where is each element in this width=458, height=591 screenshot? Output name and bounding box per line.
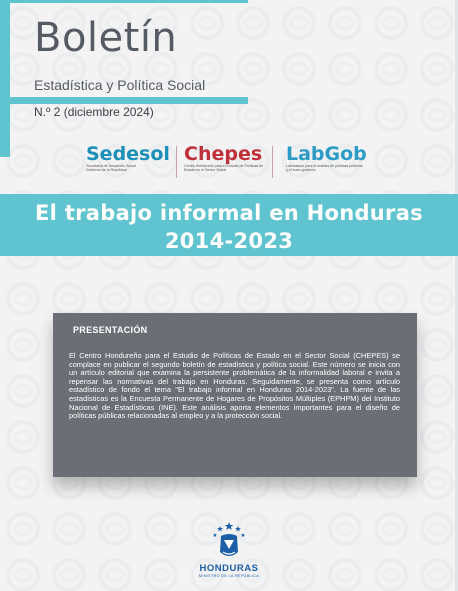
presentation-heading: PRESENTACIÓN [73,325,148,335]
sedesol-logo-name: Sedesol [86,143,170,165]
bulletin-title: Boletín [34,15,178,61]
chepes-logo [184,144,270,184]
top-accent-line [0,0,248,3]
banner-title: El trabajo informal en Honduras [35,201,423,225]
honduras-emblem-icon [212,522,246,562]
sedesol-logo-tag: Secretaría de Desarrollo Social [86,164,136,168]
logo-separator [176,146,177,178]
sedesol-logo [86,144,174,184]
labgob-logo-name: LabGob [286,143,367,165]
chepes-logo-tag-2: Estado en el Sector Social [184,168,227,172]
banner-years: 2014-2023 [164,229,294,253]
labgob-logo [286,144,372,184]
logo-separator [272,146,273,178]
chepes-logo-tag: Centro Hondureño para el Estudio de Políticas de [184,164,264,168]
labgob-logo-tag: Laboratorio para el análisis de políticas públicas [286,164,363,168]
honduras-tagline: MINISTRO DE LA REPÚBLICA [198,574,260,578]
left-accent-bar [0,0,10,157]
presentation-body: El Centro Hondureño para el Estudio de Políticas de Estado en el Sector Social (CHEPES) se complace en publicar el segundo boletín de estadística y política social. Este número se inicia con un artículo editorial que examina la persistente problemática de la informalidad laboral e invita a repensar las normativas del trabajo en Honduras. Seguidamente, se presenta como artículo estadístico de fondo el tema "El trabajo informal en Honduras 2014-2023". La fuente de las estadísticas es la Encuesta Permanente de Hogares de Propósitos Múltiples (EPHPM) del Instituto Nacional de Estadísticas (INE). Este análisis aporta elementos importantes para el diseño de políticas públicas relacionadas al empleo y a la protección social. [69,351,400,421]
bulletin-subtitle: Estadística y Política Social [34,77,206,93]
subtitle-accent-bar [10,97,248,104]
labgob-logo-tag-2: y el buen gobierno [286,168,316,172]
sedesol-logo-tag-2: Gobierno de la República [86,168,127,172]
issue-number: N.º 2 (diciembre 2024) [34,105,154,119]
chepes-logo-name: Chepes [184,143,263,165]
honduras-wordmark: HONDURAS [199,563,259,574]
partner-logos [82,144,372,184]
